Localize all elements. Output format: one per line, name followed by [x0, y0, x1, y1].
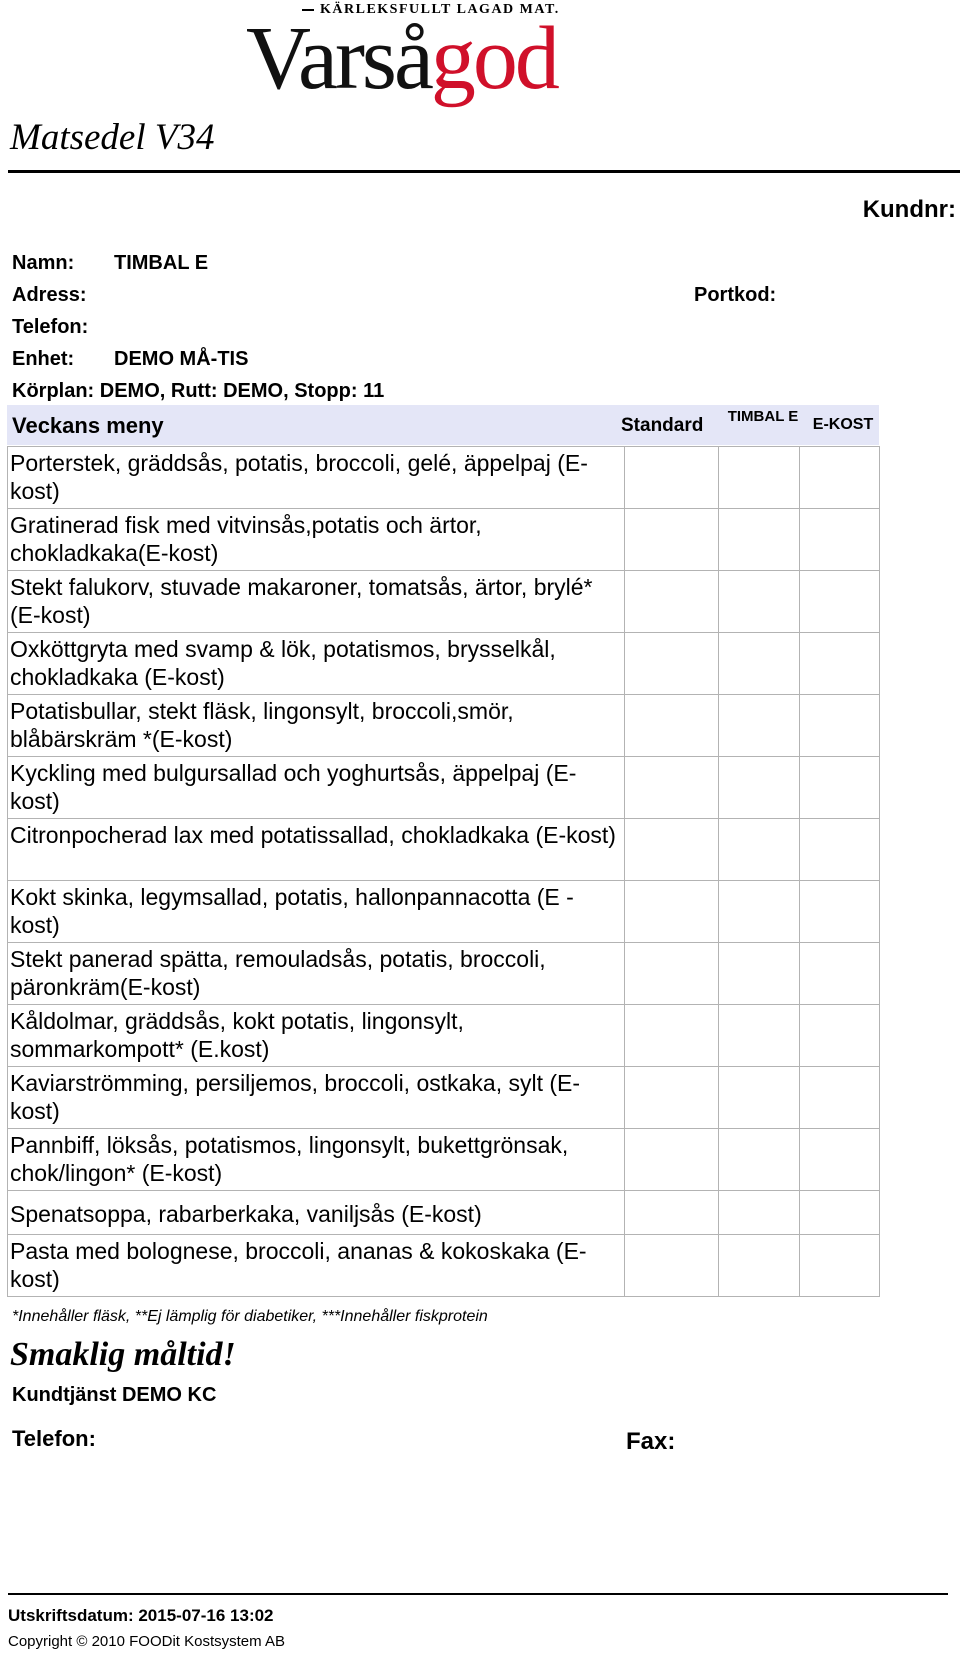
timbal-e-cell[interactable]: [719, 695, 800, 757]
phone-row: [12, 316, 114, 339]
standard-cell[interactable]: [625, 1005, 719, 1067]
dish-cell: Spenatsoppa, rabarberkaka, vaniljsås (E-kost): [8, 1191, 625, 1235]
service-fax-label: Fax:: [626, 1428, 676, 1455]
menu-row: [8, 1067, 880, 1129]
standard-cell[interactable]: [625, 757, 719, 819]
address-row: [12, 284, 114, 307]
standard-cell[interactable]: [625, 571, 719, 633]
footer-divider: [8, 1593, 948, 1595]
dish-cell: Stekt falukorv, stuvade makaroner, tomatsås, ärtor, brylé* (E-kost): [8, 571, 625, 633]
address-label: Adress:: [12, 284, 87, 306]
menu-row: [8, 1005, 880, 1067]
menu-row: [8, 1191, 880, 1235]
logo-wordmark: Varsågod: [246, 9, 557, 108]
menu-row: [8, 943, 880, 1005]
standard-cell[interactable]: [625, 943, 719, 1005]
dish-cell: Potatisbullar, stekt fläsk, lingonsylt, broccoli,smör, blåbärskräm *(E-kost): [8, 695, 625, 757]
title-divider: [8, 170, 960, 173]
column-timbal-e: TIMBAL E: [727, 408, 799, 425]
standard-cell[interactable]: [625, 633, 719, 695]
greeting: Smaklig måltid!: [10, 1336, 236, 1373]
menu-row: [8, 447, 880, 509]
e-kost-cell[interactable]: [800, 881, 880, 943]
standard-cell[interactable]: [625, 1067, 719, 1129]
e-kost-cell[interactable]: [800, 943, 880, 1005]
menu-row: [8, 633, 880, 695]
dish-cell: Kyckling med bulgursallad och yoghurtsås, äppelpaj (E-kost): [8, 757, 625, 819]
logo: [246, 0, 606, 110]
customer-service-name: Kundtjänst DEMO KC: [12, 1384, 217, 1406]
standard-cell[interactable]: [625, 509, 719, 571]
timbal-e-cell[interactable]: [719, 943, 800, 1005]
allergen-footnote: *Innehåller fläsk, **Ej lämplig för diabetiker, ***Innehåller fiskprotein: [12, 1308, 488, 1325]
menu-row: [8, 757, 880, 819]
phone-label: Telefon:: [12, 316, 89, 338]
copyright: Copyright © 2010 FOODit Kostsystem AB: [8, 1633, 285, 1650]
dish-cell: Kaviarströmming, persiljemos, broccoli, ostkaka, sylt (E-kost): [8, 1067, 625, 1129]
name-label: Namn:: [12, 252, 75, 274]
dish-cell: Kokt skinka, legymsallad, potatis, hallonpannacotta (E -kost): [8, 881, 625, 943]
logo-tagline: KÄRLEKSFULLT LAGAD MAT.: [302, 2, 560, 18]
e-kost-cell[interactable]: [800, 1129, 880, 1191]
timbal-e-cell[interactable]: [719, 509, 800, 571]
customer-number-label: Kundnr:: [862, 196, 956, 223]
name-row: [12, 252, 208, 275]
service-phone-label: Telefon:: [12, 1426, 96, 1451]
standard-cell[interactable]: [625, 695, 719, 757]
timbal-e-cell[interactable]: [719, 1005, 800, 1067]
timbal-e-cell[interactable]: [719, 571, 800, 633]
menu-header: [7, 405, 879, 445]
timbal-e-cell[interactable]: [719, 633, 800, 695]
dish-cell: Citronpocherad lax med potatissallad, chokladkaka (E-kost): [8, 819, 625, 881]
timbal-e-cell[interactable]: [719, 757, 800, 819]
dish-cell: Porterstek, gräddsås, potatis, broccoli, gelé, äppelpaj (E-kost): [8, 447, 625, 509]
menu-row: [8, 1235, 880, 1297]
page-title: Matsedel V34: [10, 117, 215, 158]
unit-value: DEMO MÅ-TIS: [114, 348, 249, 370]
dish-cell: Stekt panerad spätta, remouladsås, potatis, broccoli, päronkräm(E-kost): [8, 943, 625, 1005]
unit-label: Enhet:: [12, 348, 75, 370]
dish-cell: Oxköttgryta med svamp & lök, potatismos, brysselkål, chokladkaka (E-kost): [8, 633, 625, 695]
unit-row: [12, 348, 248, 371]
e-kost-cell[interactable]: [800, 1067, 880, 1129]
e-kost-cell[interactable]: [800, 509, 880, 571]
menu-row: [8, 509, 880, 571]
e-kost-cell[interactable]: [800, 1235, 880, 1297]
menu-table: [7, 446, 880, 1297]
timbal-e-cell[interactable]: [719, 1129, 800, 1191]
timbal-e-cell[interactable]: [719, 1191, 800, 1235]
timbal-e-cell[interactable]: [719, 447, 800, 509]
door-code-label: Portkod:: [694, 284, 777, 306]
timbal-e-cell[interactable]: [719, 881, 800, 943]
standard-cell[interactable]: [625, 1129, 719, 1191]
route-info: Körplan: DEMO, Rutt: DEMO, Stopp: 11: [12, 380, 385, 402]
timbal-e-cell[interactable]: [719, 819, 800, 881]
dish-cell: Pannbiff, löksås, potatismos, lingonsylt, bukettgrönsak, chok/lingon* (E-kost): [8, 1129, 625, 1191]
timbal-e-cell[interactable]: [719, 1235, 800, 1297]
menu-title: Veckans meny: [12, 413, 164, 438]
e-kost-cell[interactable]: [800, 571, 880, 633]
column-e-kost: E-KOST: [812, 416, 874, 433]
e-kost-cell[interactable]: [800, 757, 880, 819]
menu-row: [8, 1129, 880, 1191]
dish-cell: Gratinerad fisk med vitvinsås,potatis och ärtor, chokladkaka(E-kost): [8, 509, 625, 571]
menu-row: [8, 695, 880, 757]
menu-row: [8, 571, 880, 633]
e-kost-cell[interactable]: [800, 633, 880, 695]
name-value: TIMBAL E: [114, 252, 209, 274]
standard-cell[interactable]: [625, 881, 719, 943]
menu-row: [8, 881, 880, 943]
dish-cell: Kåldolmar, gräddsås, kokt potatis, lingonsylt, sommarkompott* (E.kost): [8, 1005, 625, 1067]
e-kost-cell[interactable]: [800, 1005, 880, 1067]
standard-cell[interactable]: [625, 1235, 719, 1297]
e-kost-cell[interactable]: [800, 695, 880, 757]
timbal-e-cell[interactable]: [719, 1067, 800, 1129]
e-kost-cell[interactable]: [800, 819, 880, 881]
e-kost-cell[interactable]: [800, 1191, 880, 1235]
e-kost-cell[interactable]: [800, 447, 880, 509]
print-date: Utskriftsdatum: 2015-07-16 13:02: [8, 1606, 274, 1625]
dish-cell: Pasta med bolognese, broccoli, ananas & kokoskaka (E-kost): [8, 1235, 625, 1297]
column-standard: Standard: [621, 415, 704, 436]
standard-cell[interactable]: [625, 819, 719, 881]
standard-cell[interactable]: [625, 447, 719, 509]
standard-cell[interactable]: [625, 1191, 719, 1235]
menu-row: [8, 819, 880, 881]
